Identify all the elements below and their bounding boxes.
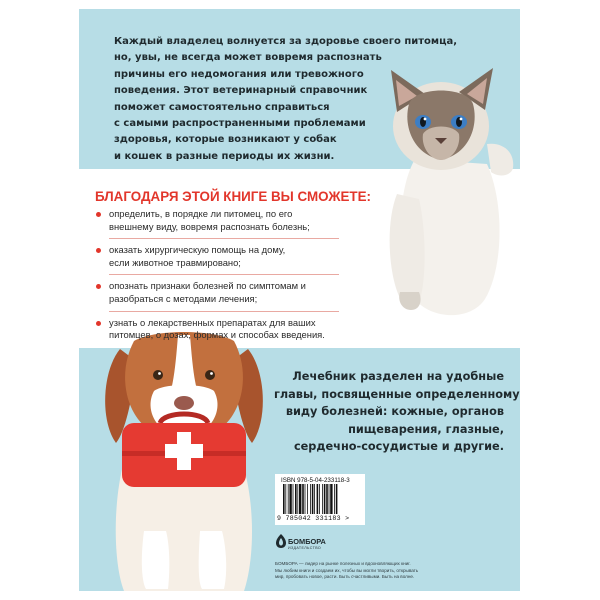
divider — [109, 311, 339, 312]
benefit-item — [95, 317, 355, 342]
barcode — [283, 484, 357, 514]
benefit-item — [95, 208, 355, 233]
benefit-line: оказать хирургическую помощь на дому, — [109, 244, 286, 256]
summary-paragraph — [274, 368, 520, 456]
intro-line: причины его недомогания или тревожного — [114, 68, 364, 80]
book-back-cover — [79, 9, 520, 591]
publisher-blurb-line: Мы любим книги и создаем их, чтобы вы могли творить, открывать — [275, 567, 419, 573]
bullet-icon — [96, 321, 101, 326]
publisher-blurb-line: мир, пробовать новое, расти. Быть счастливыми. Быть на волне. — [275, 574, 415, 580]
benefit-line: питомцев, о дозах, формах и способах введения. — [109, 329, 325, 341]
publisher-logo-title: БОМБОРА — [288, 537, 326, 546]
summary-line: виду болезней: кожные, органов — [285, 405, 504, 419]
benefit-item — [95, 280, 355, 305]
benefit-line: разобраться с методами лечения; — [109, 292, 258, 304]
intro-line: поможет самостоятельно справиться — [114, 101, 330, 113]
intro-line: поведения. Этот ветеринарный справочник — [114, 85, 368, 97]
bullet-icon — [96, 284, 101, 289]
benefits-heading: БЛАГОДАРЯ ЭТОЙ КНИГЕ ВЫ СМОЖЕТЕ: — [95, 189, 371, 204]
intro-line: Каждый владелец волнуется за здоровье своего питомца, — [114, 36, 458, 47]
bullet-icon — [96, 212, 101, 217]
intro-line: но, увы, не всегда может вовремя распознать — [114, 52, 382, 64]
intro-line: с самыми распространенными проблемами — [114, 118, 366, 130]
benefit-line: если животное травмировано; — [109, 256, 241, 268]
intro-paragraph — [114, 34, 458, 165]
benefit-line: определить, в порядке ли питомец, по его — [109, 208, 293, 219]
isbn-number: ISBN 978-5-04-233118-3 — [281, 477, 350, 484]
benefit-line: узнать о лекарственных препаратах для ваших — [109, 316, 316, 328]
benefits-list — [95, 208, 355, 342]
benefit-item — [95, 244, 355, 269]
cat-photo — [375, 64, 520, 326]
summary-line: главы, посвященные определенному — [274, 387, 520, 401]
publisher-blurb-line: БОМБОРА — лидер на рынке полезных и вдохновляющих книг. — [275, 561, 411, 566]
isbn-barcode-box — [275, 474, 365, 525]
dog-photo — [94, 331, 274, 591]
publisher-logo-icon — [276, 534, 286, 548]
divider — [109, 238, 339, 239]
bullet-icon — [96, 248, 101, 253]
intro-line: и кошек в разные периоды их жизни. — [114, 150, 335, 162]
benefit-line: опознать признаки болезней по симптомам и — [109, 280, 306, 292]
summary-line: сердечно-сосудистые и другие. — [293, 440, 504, 454]
publisher-blurb — [275, 561, 515, 581]
barcode-digits: 9 785042 331183 > — [277, 515, 350, 522]
divider — [109, 274, 339, 275]
summary-line: Лечебник разделен на удобные — [292, 370, 504, 383]
summary-line: пищеварения, глазные, — [348, 422, 504, 436]
publisher-logo-subtitle: ИЗДАТЕЛЬСТВО — [288, 546, 322, 550]
benefit-line: внешнему виду, вовремя распознать болезнь; — [109, 220, 310, 232]
intro-line: здоровья, которые возникают у собак — [114, 134, 337, 146]
